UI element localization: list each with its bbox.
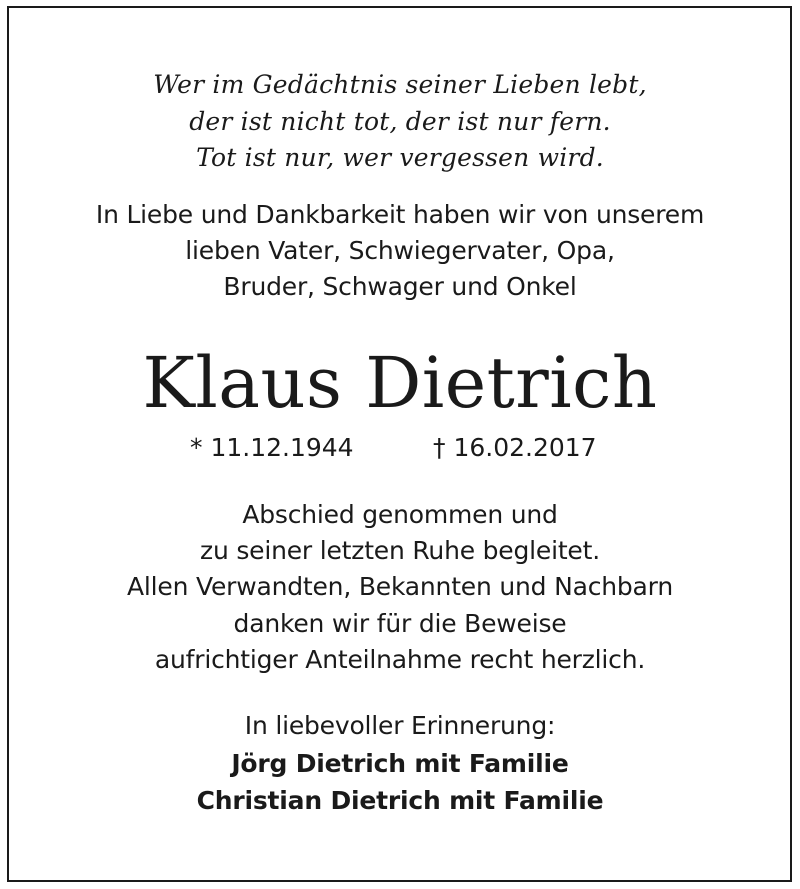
message-line-1: Abschied genommen und — [242, 500, 558, 529]
birth-date: * 11.12.1944 — [190, 433, 354, 462]
signature-name-1: Jörg Dietrich mit Familie — [231, 749, 569, 778]
intro-line-1: In Liebe und Dankbarkeit haben wir von unserem — [95, 200, 705, 229]
life-dates — [0, 433, 800, 467]
message-line-2: zu seiner letzten Ruhe begleitet. — [200, 536, 600, 565]
message-line-4: danken wir für die Beweise — [233, 609, 567, 638]
quote-line-1: Wer im Gedächtnis seiner Lieben lebt, — [153, 70, 647, 99]
signature-name-2: Christian Dietrich mit Familie — [196, 786, 604, 815]
signature-intro: In liebevoller Erinnerung: — [244, 711, 556, 740]
quote-line-2: der ist nicht tot, der ist nur fern. — [189, 107, 611, 136]
message-line-3: Allen Verwandten, Bekannten und Nachbarn — [127, 572, 673, 601]
intro-line-3: Bruder, Schwager und Onkel — [223, 272, 577, 301]
message-line-5: aufrichtiger Anteilnahme recht herzlich. — [154, 645, 646, 674]
death-date: † 16.02.2017 — [433, 433, 597, 462]
intro-line-2: lieben Vater, Schwiegervater, Opa, — [185, 236, 615, 265]
deceased-name: Klaus Dietrich — [142, 342, 658, 424]
quote-line-3: Tot ist nur, wer vergessen wird. — [196, 143, 604, 172]
